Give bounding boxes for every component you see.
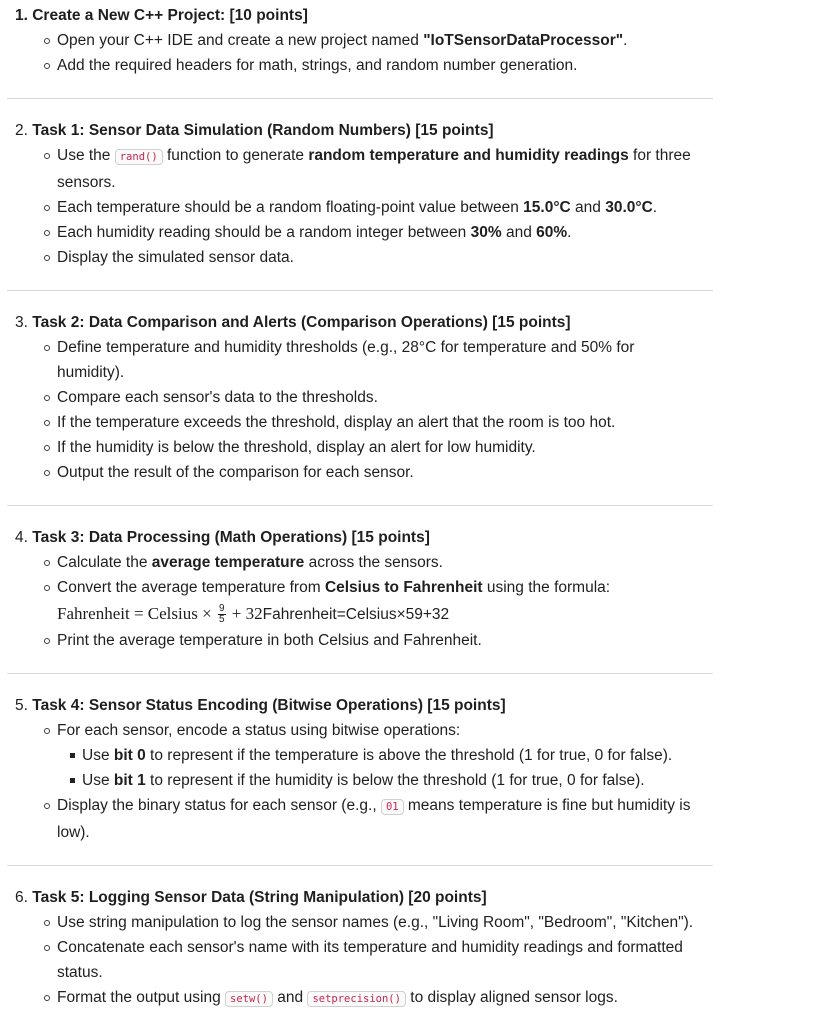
section-3-heading: 3. Task 2: Data Comparison and Alerts (Comparison Operations) [15 points] [15,314,571,331]
code-rand: rand() [115,149,163,165]
circle-bullet-icon [44,728,50,734]
section-3 [15,291,713,485]
circle-bullet-icon [44,420,50,426]
list-item: For each sensor, encode a status using bitwise operations: [15,718,713,743]
section-6 [15,866,713,1012]
list-item: Output the result of the comparison for each sensor. [15,460,713,485]
list-item: Each humidity reading should be a random integer between 30% and 60%. [15,220,713,245]
circle-bullet-icon [44,395,50,401]
list-item: If the temperature exceeds the threshold, display an alert that the room is too hot. [15,410,713,435]
list-item: Format the output using setw() and setprecision() to display aligned sensor logs. [15,985,713,1012]
circle-bullet-icon [44,585,50,591]
section-4-heading: 4. Task 3: Data Processing (Math Operations) [15 points] [15,529,430,546]
list-item: Concatenate each sensor's name with its temperature and humidity readings and formatted status. [15,935,713,985]
square-bullet-icon [70,778,75,783]
list-item: Each temperature should be a random floating-point value between 15.0°C and 30.0°C. [15,195,713,220]
circle-bullet-icon [44,995,50,1001]
sub-list-item: Use bit 1 to represent if the humidity is below the threshold (1 for true, 0 for false). [15,768,713,793]
circle-bullet-icon [44,945,50,951]
list-item: Print the average temperature in both Celsius and Fahrenheit. [15,628,713,653]
circle-bullet-icon [44,803,50,809]
section-6-heading: 6. Task 5: Logging Sensor Data (String Manipulation) [20 points] [15,889,487,906]
circle-bullet-icon [44,153,50,159]
list-item: Calculate the average temperature across the sensors. [15,550,713,575]
section-2 [15,99,713,270]
list-item: Add the required headers for math, strings, and random number generation. [15,53,713,78]
section-5-heading: 5. Task 4: Sensor Status Encoding (Bitwise Operations) [15 points] [15,697,506,714]
code-setprecision: setprecision() [307,991,406,1007]
circle-bullet-icon [44,560,50,566]
list-item: Use string manipulation to log the sensor names (e.g., "Living Room", "Bedroom", "Kitchen"). [15,910,713,935]
circle-bullet-icon [44,205,50,211]
list-item: Compare each sensor's data to the thresholds. [15,385,713,410]
section-1-heading: 1. Create a New C++ Project: [10 points] [15,7,308,24]
circle-bullet-icon [44,63,50,69]
circle-bullet-icon [44,345,50,351]
section-5 [15,674,713,845]
list-item: Open your C++ IDE and create a new project named "IoTSensorDataProcessor". [15,28,713,53]
code-setw: setw() [225,991,273,1007]
formula: Fahrenheit = Celsius × $\frac{9}{5}$ + 32Fahrenheit=Celsius×59+32 [57,603,450,626]
sub-list-item: Use bit 0 to represent if the temperature is above the threshold (1 for true, 0 for false). [15,743,713,768]
list-item: Display the simulated sensor data. [15,245,713,270]
circle-bullet-icon [44,470,50,476]
circle-bullet-icon [44,920,50,926]
circle-bullet-icon [44,38,50,44]
list-item: Convert the average temperature from Celsius to Fahrenheit using the formula: Fahrenheit = Celsius × $\frac{9}{5}$ + 32Fahrenheit=Celsius×59+32 [15,575,713,628]
list-item: Display the binary status for each sensor (e.g., 01 means temperature is fine but humidity is low). [15,793,713,845]
fraction-9-5: $\frac{9}{5}$ [218,603,225,626]
circle-bullet-icon [44,445,50,451]
list-item: Define temperature and humidity thresholds (e.g., 28°C for temperature and 50% for humidity). [15,335,713,385]
code-01: 01 [381,799,404,815]
square-bullet-icon [70,753,75,758]
circle-bullet-icon [44,230,50,236]
section-4 [15,506,713,653]
circle-bullet-icon [44,255,50,261]
list-item: If the humidity is below the threshold, display an alert for low humidity. [15,435,713,460]
section-2-heading: 2. Task 1: Sensor Data Simulation (Random Numbers) [15 points] [15,122,494,139]
section-1 [15,0,713,78]
circle-bullet-icon [44,638,50,644]
list-item: Use the rand() function to generate random temperature and humidity readings for three sensors. [15,143,713,195]
